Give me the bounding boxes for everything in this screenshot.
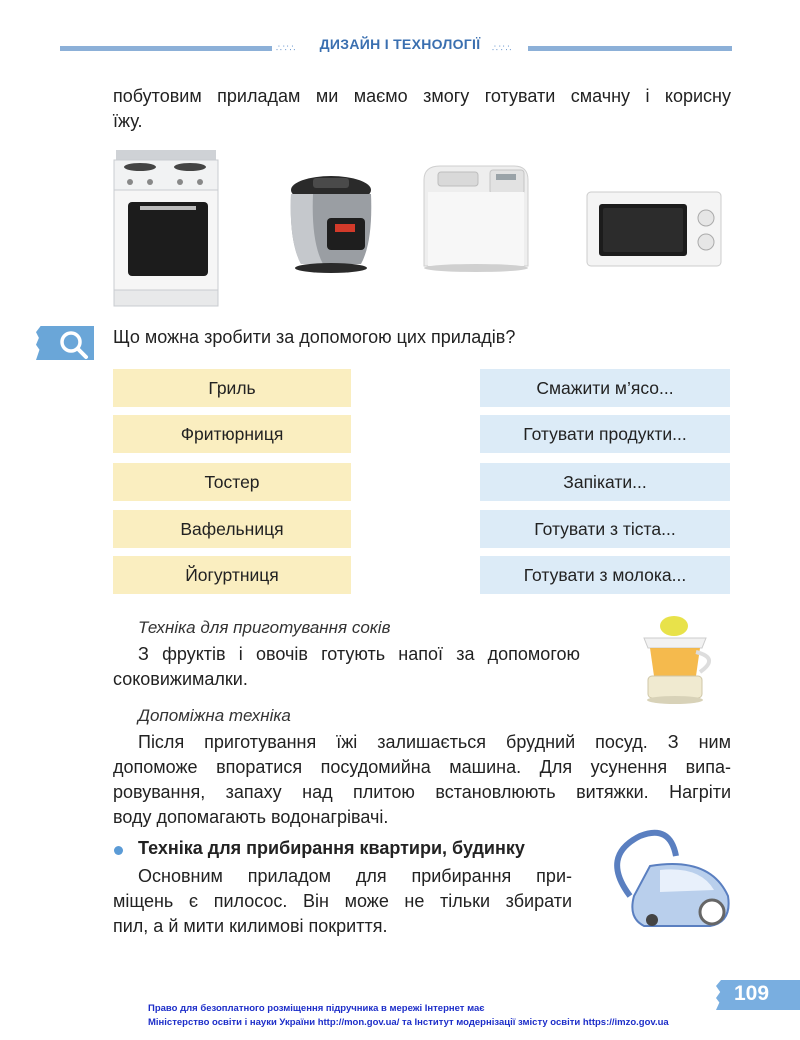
header-ornament-left: ∴∵∴ xyxy=(276,43,297,53)
aux-line-3: ровування, запаху над плитою встановлюють витяжки. Нагріти xyxy=(113,782,731,802)
action-box-dough: Готувати з тіста... xyxy=(480,510,730,548)
page-number: 109 xyxy=(734,982,770,1005)
action-box-bake: Запікати... xyxy=(480,463,730,501)
cleaning-line-2: міщень є пилосос. Він може не тільки збирати xyxy=(113,891,572,911)
header-rule-right xyxy=(528,46,732,51)
juicer-image xyxy=(630,614,730,706)
bullet-icon xyxy=(114,846,123,855)
cleaning-line-1: Основним приладом для прибирання при- xyxy=(138,866,572,886)
footer-line-1: Право для безоплатного розміщення підручника в мережі Інтернет має xyxy=(148,1003,485,1014)
appliance-box-yogurt-maker: Йогуртниця xyxy=(113,556,351,594)
section-title: ДИЗАЙН І ТЕХНОЛОГІЇ xyxy=(319,36,481,52)
microwave-image xyxy=(585,188,725,270)
juice-subtitle: Техніка для приготування соків xyxy=(138,618,391,637)
appliance-box-grill: Гриль xyxy=(113,369,351,407)
action-box-fry-meat: Смажити м’ясо... xyxy=(480,369,730,407)
bread-maker-image xyxy=(418,162,533,274)
appliance-box-fryer: Фритюрниця xyxy=(113,415,351,453)
action-box-milk: Готувати з молока... xyxy=(480,556,730,594)
aux-line-4: воду допомагають водонагрівачі. xyxy=(113,807,389,827)
aux-line-1: Після приготування їжі залишається брудний посуд. З ним xyxy=(138,732,731,752)
question-text: Що можна зробити за допомогою цих приладів? xyxy=(113,327,516,347)
intro-line-1: побутовим приладам ми маємо змогу готувати смачну і корисну xyxy=(113,86,731,106)
multicooker-image xyxy=(283,172,379,276)
aux-line-2: допоможе впоратися посудомийна машина. Для усунення випа- xyxy=(113,757,731,777)
vacuum-cleaner-image xyxy=(600,826,735,936)
cleaning-heading: Техніка для прибирання квартири, будинку xyxy=(138,838,525,858)
juice-line-1: З фруктів і овочів готують напої за допомогою xyxy=(138,644,580,664)
action-box-cook-products: Готувати продукти... xyxy=(480,415,730,453)
footer-line-2: Міністерство освіти і науки України http://mon.gov.ua/ та Інститут модернізації змісту освіти https://imzo.gov.ua xyxy=(148,1017,669,1028)
aux-subtitle: Допоміжна техніка xyxy=(138,706,291,725)
header-rule-left xyxy=(60,46,272,51)
header-ornament-right: ∴∵∴ xyxy=(492,43,513,53)
appliance-box-waffle-maker: Вафельниця xyxy=(113,510,351,548)
juice-line-2: соковижималки. xyxy=(113,669,248,689)
magnifier-icon xyxy=(58,328,90,360)
gas-stove-image xyxy=(110,150,220,308)
cleaning-line-3: пил, а й мити килимові покриття. xyxy=(113,916,388,936)
intro-line-2: їжу. xyxy=(113,111,143,131)
appliance-box-toaster: Тостер xyxy=(113,463,351,501)
